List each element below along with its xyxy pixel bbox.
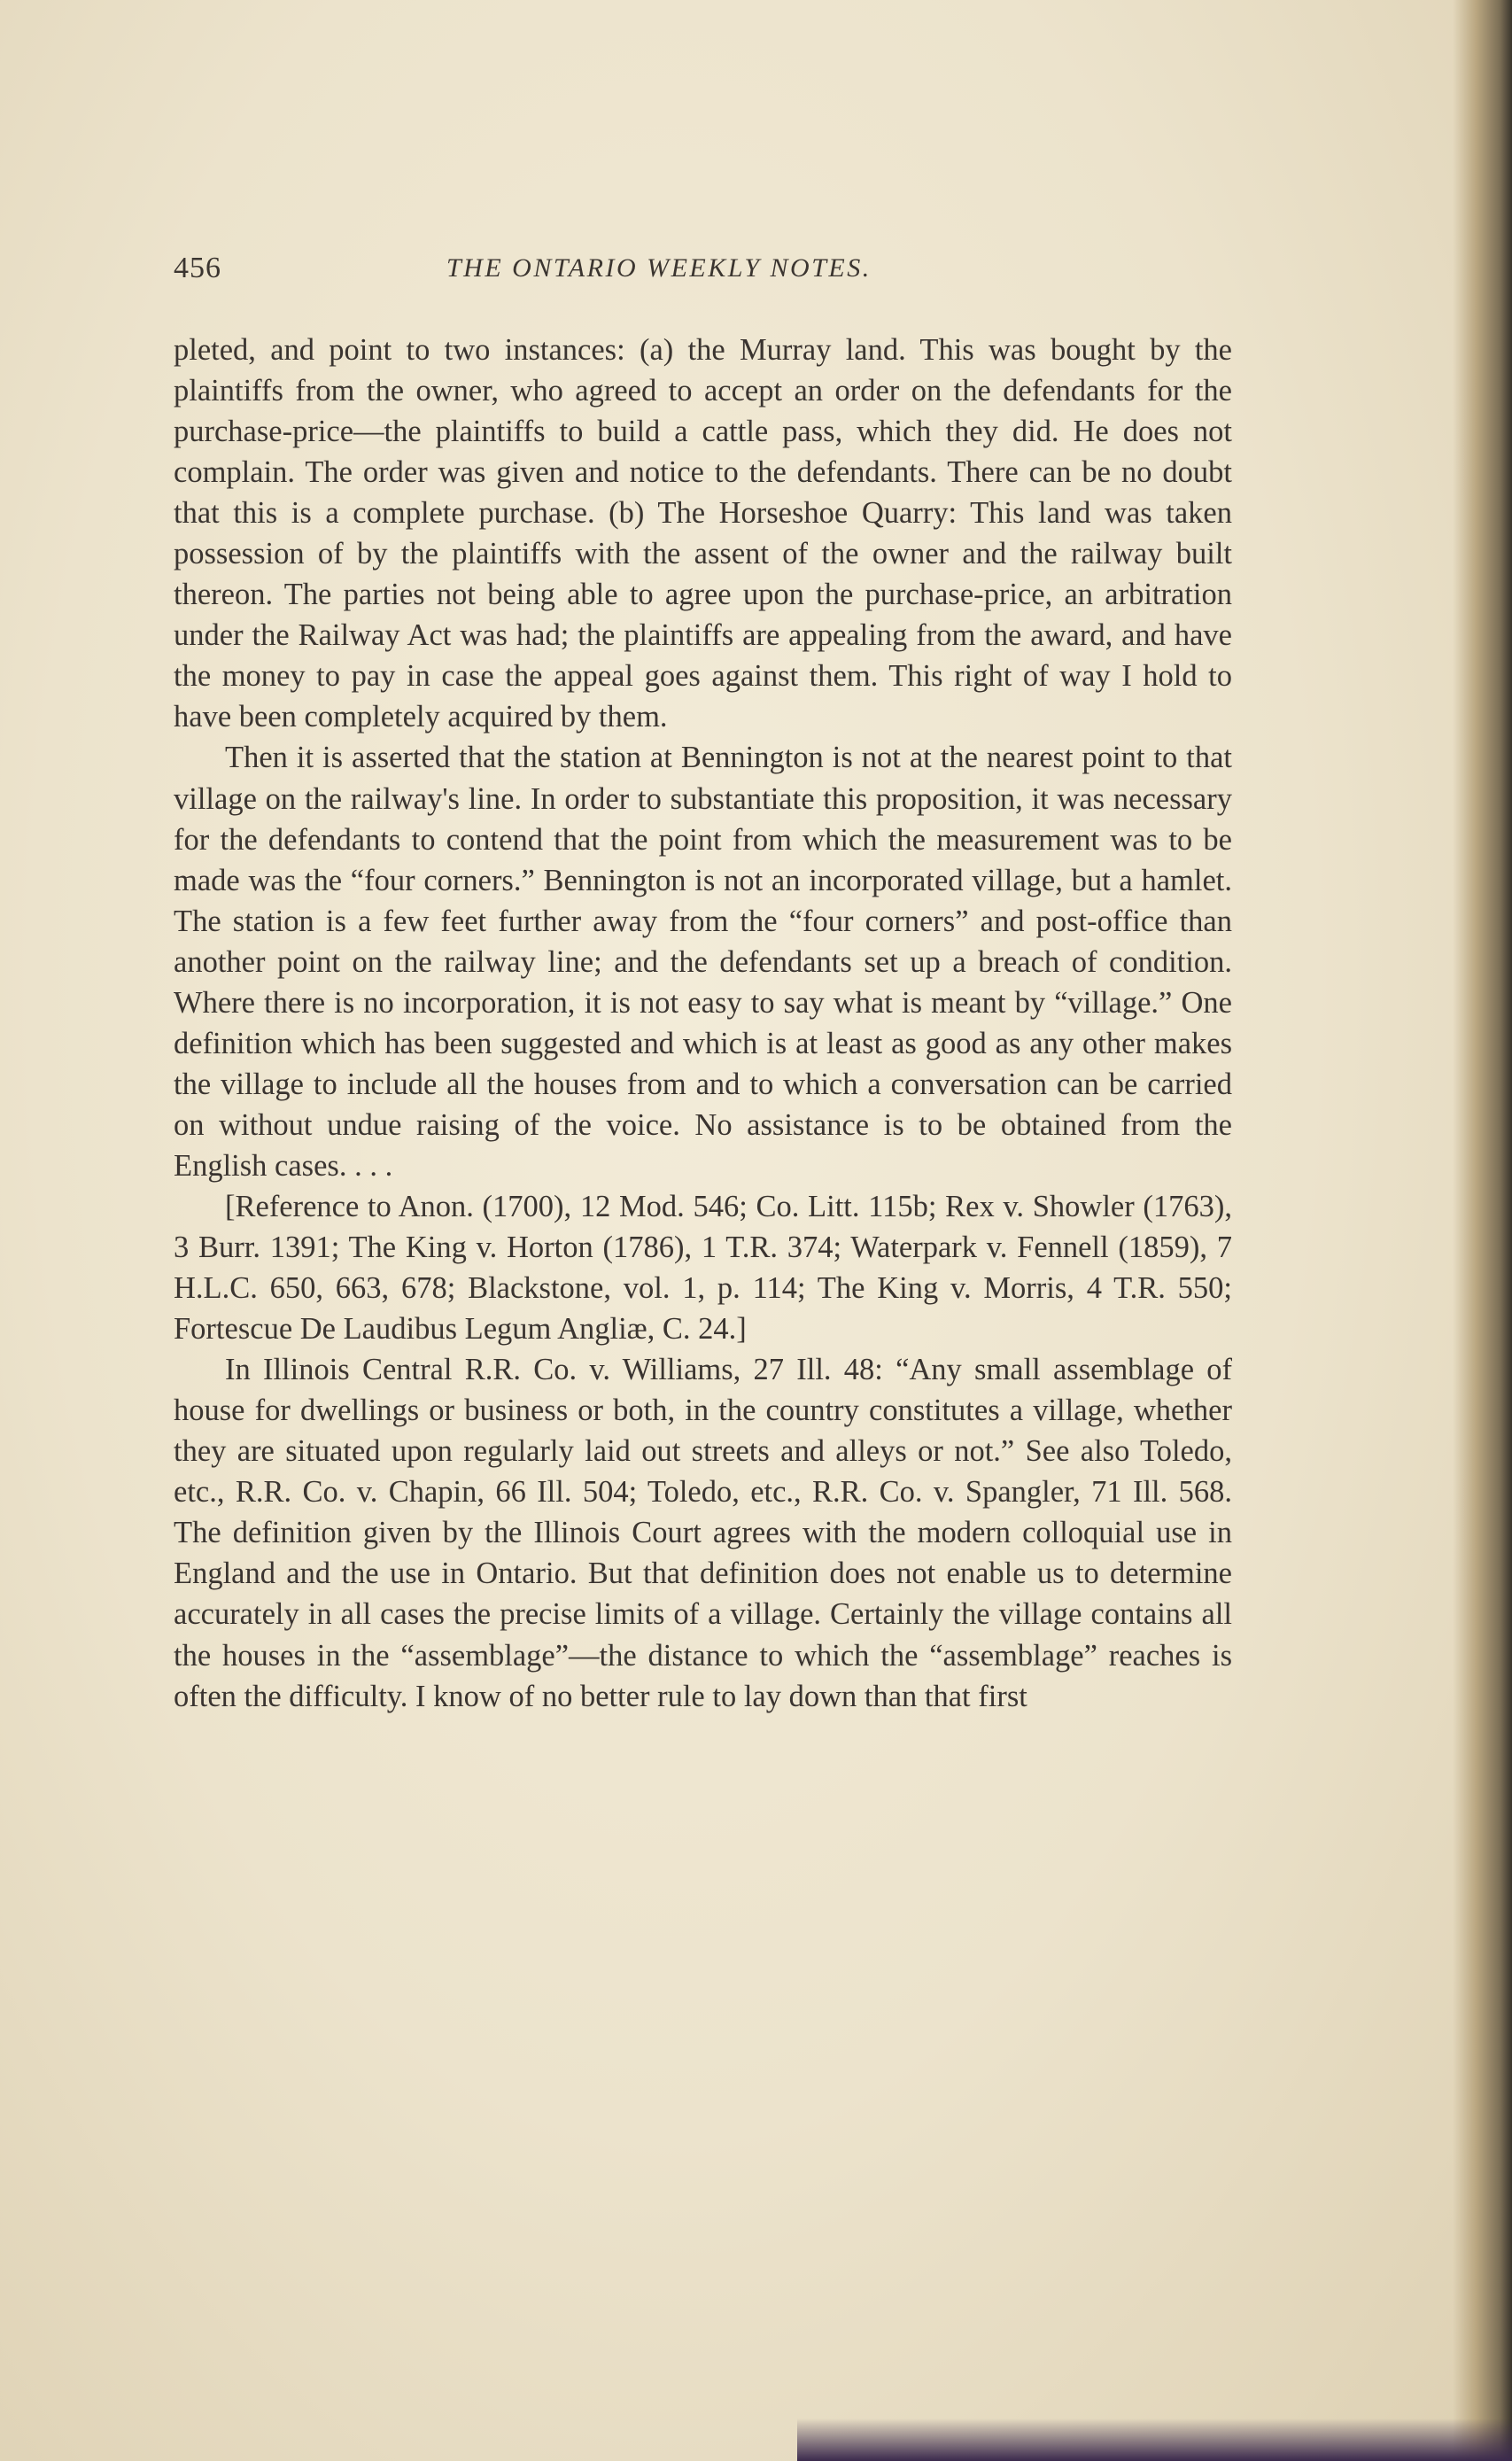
page-header: [174, 252, 1237, 291]
page-number: 456: [174, 252, 221, 284]
paragraph-references: [Reference to Anon. (1700), 12 Mod. 546; Co. Litt. 115b; Rex v. Showler (1763), 3 Burr. 1391; The King v. Horton (1786), 1 T.R. 374; Waterpark v. Fennell (1859), 7 H.L.C. 650, 663, 678; Blackstone, vol. 1, p. 114; The King v. Morris, 4 T.R. 550; Fortescue De Laudibus Legum Angliæ, C. 24.]: [174, 1189, 1232, 1347]
paragraph-station-bennington: Then it is asserted that the station at Bennington is not at the nearest point to that village on the railway's line. In order to substantiate this proposition, it was necessary for the defendants to contend that the point from which the measurement was to be made was the “four corners.” Bennington is not an incorporated village, but a hamlet. The station is a few feet further away from the “four corners” and post-office than another point on the railway line; and the defendants set up a breach of condition. Where there is no incorporation, it is not easy to say what is meant by “village.” One definition which has been suggested and which is at least as good as any other makes the village to include all the houses from and to which a conversation can be carried on without undue raising of the voice. No assistance is to be obtained from the English cases. . . .: [174, 741, 1232, 1183]
paragraph-illinois-central: In Illinois Central R.R. Co. v. Williams, 27 Ill. 48: “Any small assemblage of house for dwellings or business or both, in the country constitutes a village, whether they are situated upon regularly laid out streets and alleys or not.” See also Toledo, etc., R.R. Co. v. Chapin, 66 Ill. 504; Toledo, etc., R.R. Co. v. Spangler, 71 Ill. 568. The definition given by the Illinois Court agrees with the modern colloquial use in England and the use in Ontario. But that definition does not enable us to determine accurately in all cases the precise limits of a village. Certainly the village contains all the houses in the “assemblage”—the distance to which the “assemblage” reaches is often the difficulty. I know of no better rule to lay down than that first: [174, 1353, 1232, 1713]
paragraph-continuation: pleted, and point to two instances: (a) the Murray land. This was bought by the plaintiffs from the owner, who agreed to accept an order on the defendants for the purchase-price—the plaintiffs to build a cattle pass, which they did. He does not complain. The order was given and notice to the defendants. There can be no doubt that this is a complete purchase. (b) The Horseshoe Quarry: This land was taken possession of by the plaintiffs with the assent of the owner and the railway built thereon. The parties not being able to agree upon the purchase-price, an arbitration under the Railway Act was had; the plaintiffs are appealing from the award, and have the money to pay in case the appeal goes against them. This right of way I hold to have been completely acquired by them.: [174, 333, 1232, 734]
running-title: THE ONTARIO WEEKLY NOTES.: [446, 253, 872, 283]
bottom-edge-shadow: [797, 2418, 1512, 2461]
body-text: [174, 330, 1232, 1717]
page-edge-shadow: [1453, 0, 1512, 2461]
